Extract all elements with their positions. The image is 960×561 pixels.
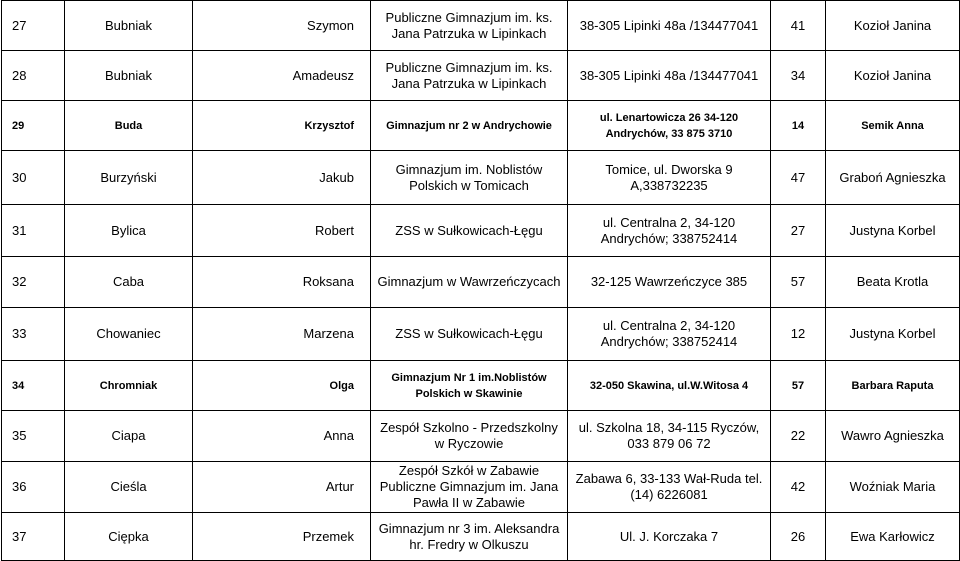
table-row <box>2 411 960 462</box>
school-name-cell: ZSS w Sułkowicach-Łęgu <box>371 308 568 361</box>
table-row <box>2 462 960 513</box>
first-name-cell: Krzysztof <box>193 101 371 151</box>
first-name-cell: Jakub <box>193 151 371 205</box>
school-address-cell: Ul. J. Korczaka 7 <box>568 513 771 561</box>
row-number-cell: 37 <box>2 513 65 561</box>
table-row <box>2 308 960 361</box>
school-address-cell: ul. Centralna 2, 34-120 Andrychów; 338752414 <box>568 308 771 361</box>
teacher-name-cell: Barbara Raputa <box>826 361 960 411</box>
points-cell: 27 <box>771 205 826 257</box>
points-cell: 57 <box>771 257 826 308</box>
school-name-cell: Gimnazjum im. Noblistów Polskich w Tomicach <box>371 151 568 205</box>
points-cell: 41 <box>771 1 826 51</box>
last-name-cell: Bubniak <box>65 51 193 101</box>
points-cell: 42 <box>771 462 826 513</box>
last-name-cell: Buda <box>65 101 193 151</box>
teacher-name-cell: Woźniak Maria <box>826 462 960 513</box>
first-name-cell: Roksana <box>193 257 371 308</box>
teacher-name-cell: Graboń Agnieszka <box>826 151 960 205</box>
first-name-cell: Amadeusz <box>193 51 371 101</box>
school-name-cell: ZSS w Sułkowicach-Łęgu <box>371 205 568 257</box>
school-name-cell: Gimnazjum Nr 1 im.Noblistów Polskich w Skawinie <box>371 361 568 411</box>
teacher-name-cell: Ewa Karłowicz <box>826 513 960 561</box>
school-name-cell: Publiczne Gimnazjum im. ks. Jana Patrzuka w Lipinkach <box>371 51 568 101</box>
last-name-cell: Bubniak <box>65 1 193 51</box>
row-number-cell: 27 <box>2 1 65 51</box>
table-row <box>2 257 960 308</box>
last-name-cell: Chromniak <box>65 361 193 411</box>
school-address-cell: 38-305 Lipinki 48a /134477041 <box>568 1 771 51</box>
school-name-cell: Publiczne Gimnazjum im. ks. Jana Patrzuka w Lipinkach <box>371 1 568 51</box>
teacher-name-cell: Semik Anna <box>826 101 960 151</box>
table-row <box>2 51 960 101</box>
points-cell: 57 <box>771 361 826 411</box>
last-name-cell: Burzyński <box>65 151 193 205</box>
points-cell: 26 <box>771 513 826 561</box>
table-row <box>2 205 960 257</box>
teacher-name-cell: Beata Krotla <box>826 257 960 308</box>
last-name-cell: Ciapa <box>65 411 193 462</box>
points-cell: 47 <box>771 151 826 205</box>
school-name-cell: Gimnazjum nr 2 w Andrychowie <box>371 101 568 151</box>
school-address-cell: 32-050 Skawina, ul.W.Witosa 4 <box>568 361 771 411</box>
first-name-cell: Marzena <box>193 308 371 361</box>
table-row <box>2 361 960 411</box>
table-row <box>2 513 960 561</box>
teacher-name-cell: Kozioł Janina <box>826 51 960 101</box>
table-row <box>2 151 960 205</box>
row-number-cell: 29 <box>2 101 65 151</box>
points-cell: 12 <box>771 308 826 361</box>
row-number-cell: 36 <box>2 462 65 513</box>
row-number-cell: 30 <box>2 151 65 205</box>
first-name-cell: Robert <box>193 205 371 257</box>
row-number-cell: 32 <box>2 257 65 308</box>
points-cell: 14 <box>771 101 826 151</box>
school-address-cell: Zabawa 6, 33-133 Wał-Ruda tel. (14) 6226081 <box>568 462 771 513</box>
school-address-cell: 32-125 Wawrzeńczyce 385 <box>568 257 771 308</box>
row-number-cell: 33 <box>2 308 65 361</box>
teacher-name-cell: Kozioł Janina <box>826 1 960 51</box>
table-row <box>2 1 960 51</box>
school-address-cell: ul. Centralna 2, 34-120 Andrychów; 338752414 <box>568 205 771 257</box>
school-name-cell: Gimnazjum nr 3 im. Aleksandra hr. Fredry w Olkuszu <box>371 513 568 561</box>
row-number-cell: 28 <box>2 51 65 101</box>
teacher-name-cell: Justyna Korbel <box>826 308 960 361</box>
row-number-cell: 35 <box>2 411 65 462</box>
school-address-cell: ul. Lenartowicza 26 34-120 Andrychów, 33 875 3710 <box>568 101 771 151</box>
first-name-cell: Olga <box>193 361 371 411</box>
first-name-cell: Artur <box>193 462 371 513</box>
table-row <box>2 101 960 151</box>
last-name-cell: Chowaniec <box>65 308 193 361</box>
teacher-name-cell: Justyna Korbel <box>826 205 960 257</box>
school-address-cell: ul. Szkolna 18, 34-115 Ryczów, 033 879 06 72 <box>568 411 771 462</box>
school-name-cell: Zespół Szkół w Zabawie Publiczne Gimnazjum im. Jana Pawła II w Zabawie <box>371 462 568 513</box>
last-name-cell: Bylica <box>65 205 193 257</box>
row-number-cell: 34 <box>2 361 65 411</box>
teacher-name-cell: Wawro Agnieszka <box>826 411 960 462</box>
first-name-cell: Szymon <box>193 1 371 51</box>
school-address-cell: 38-305 Lipinki 48a /134477041 <box>568 51 771 101</box>
school-name-cell: Zespół Szkolno - Przedszkolny w Ryczowie <box>371 411 568 462</box>
points-cell: 34 <box>771 51 826 101</box>
last-name-cell: Ciępka <box>65 513 193 561</box>
last-name-cell: Caba <box>65 257 193 308</box>
points-cell: 22 <box>771 411 826 462</box>
first-name-cell: Przemek <box>193 513 371 561</box>
school-address-cell: Tomice, ul. Dworska 9 A,338732235 <box>568 151 771 205</box>
school-name-cell: Gimnazjum w Wawrzeńczycach <box>371 257 568 308</box>
participants-table <box>1 0 960 561</box>
row-number-cell: 31 <box>2 205 65 257</box>
last-name-cell: Cieśla <box>65 462 193 513</box>
first-name-cell: Anna <box>193 411 371 462</box>
